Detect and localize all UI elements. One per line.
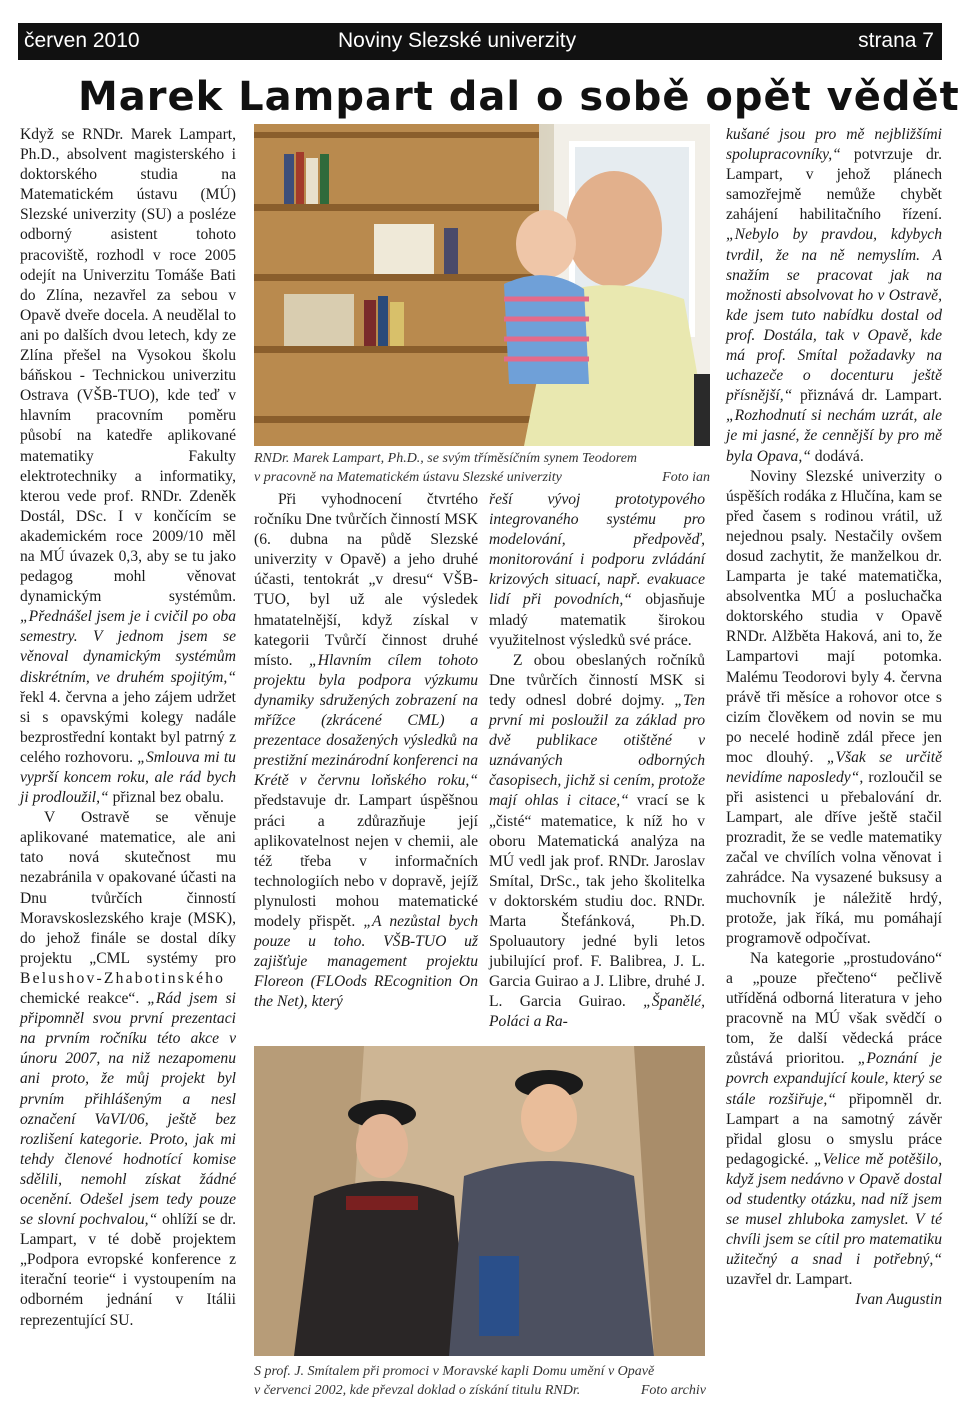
paragraph bbox=[254, 490, 478, 1012]
paragraph-text: rozloučil se při asistenci u přebalování dr. Lampart, ale dříve ještě stačil prozradit, že se vedle matematiky začal ve chvílích volna věnovat i zahrádce. Na vysazené buksusy a muchovník je náležitě hrdý, protože, jak říká, mu pomáhají programově odpočívat. bbox=[726, 769, 942, 947]
paragraph-text: přiznává dr. Lampart. bbox=[792, 387, 942, 405]
quote: „Španělé, Poláci a Ra- bbox=[489, 993, 705, 1031]
quote: „Přednášel jsem je i cvičil po oba semestry. V jednom jsem se věnoval dynamickým systémům diskrétním, ve druhém spojitým,“ bbox=[20, 608, 236, 686]
caption-line: RNDr. Marek Lampart, Ph.D., se svým tříměsíčním synem Teodorem bbox=[254, 451, 638, 466]
paragraph bbox=[20, 125, 236, 808]
quote: řeší vývoj prototypového integrovaného systému pro modelování, předpověď, monitorování i podporu zvládání krizových situací, např. evakuace lidí při povodních,“ bbox=[489, 491, 705, 609]
article-column-4 bbox=[726, 125, 942, 1311]
quote: „Poznání je povrch expandující koule, který se stále rozšiřuje,“ bbox=[726, 1050, 942, 1108]
article-column-2 bbox=[254, 490, 478, 1012]
bookshelf-photo-illustration bbox=[254, 124, 710, 446]
paragraph bbox=[489, 651, 705, 1033]
caption-line: v červenci 2002, kde převzal doklad o získání titulu RNDr. bbox=[254, 1383, 581, 1398]
quote: „Nebylo by pravdou, kdybych tvrdil, že na ně nemyslím. A snažím se pracovat jak na možnosti absolvovat ho v Ostravě, kde jsem tuto nabídku dostal od prof. Dostála, tak v Opavě, kde má prof. Smítal požadavky na uchazeče o docenturu ještě přísnější,“ bbox=[726, 226, 942, 405]
quote: „Hlavním cílem tohoto projektu byla podpora výzkumu dynamiky sdružených zobrazení na mřížce (zkrácené CML) a prezentace dosažených výsledků na prestižní mezinárodní konferenci na Krétě v červnu loňského roku,“ bbox=[254, 651, 478, 790]
page-number: strana 7 bbox=[858, 29, 934, 52]
quote: „Však se určitě nevidíme naposledy“, bbox=[726, 748, 942, 786]
paragraph-text: Belushov-Zhabotinského bbox=[20, 969, 226, 987]
photo-graduation-ceremony bbox=[254, 1046, 705, 1356]
paragraph-text: Z obou obeslaných ročníků Dne tvůrčích činností MSK si tedy odnesl dobré dojmy. bbox=[489, 651, 705, 709]
photo-credit: Foto archiv bbox=[640, 1383, 706, 1398]
quote: „A nezůstal bych pouze u toho. VŠB-TUO už zajišťuje management projektu Floreon (FLOods REcognition On the Net), který bbox=[254, 912, 478, 1011]
article-author: Ivan Augustin bbox=[855, 1291, 942, 1309]
graduation-photo-illustration bbox=[254, 1046, 705, 1356]
paragraph-text: Když se RNDr. Marek Lampart, Ph.D., absolvent magisterského i doktorského studia na Matematickém ústavu (MÚ) Slezské univerzity (SU) a posléze odborný asistent tohoto pracoviště, rozhodl v roce 2005 odejít na Univerzitu Tomáše Bati do Zlína, nezavřel za sebou v Opavě dveře docela. A neudělal to ani po dalších dvou letech, kdy ze Zlína přešel na Vysokou školu báňskou - Technickou univerzitu Ostrava (VŠB-TUO), kde teď v hlavním pracovním poměru působí na katedře aplikované matematiky Fakulty elektrotechniky a informatiky, kterou vede prof. RNDr. Zdeněk Dostál, DSc. I v končícím se akademickém roce 2009/10 měl na MÚ úvazek 0,3, aby se tu jako pedagog mohl věnovat dynamickým systémům. bbox=[20, 126, 236, 606]
quote: kušané jsou pro mě nejbližšími spolupracovníky,“ bbox=[726, 126, 942, 164]
paragraph-text: Noviny Slezské univerzity o úspěších rodáka z Hlučína, kam se před časem s rodinou vrátil, už nejednou psaly. Nestačily ovšem dosud zachytit, že manželkou dr. Lamparta je také matematička, absolventka MÚ a posluchačka doktorského studia v Opavě RNDr. Alžběta Haková, ani to, že Lampartovi mají potomka. Malému Teodorovi byly 4. června právě tři měsíce a rohovor otce s cizím člověkem od novin se mu po necelé hodině zdál přece jen moc dlouhý. bbox=[726, 467, 942, 766]
paragraph-text: připomněl dr. Lampart a na samotný závěr přidal glosu o smyslu práce pedagogické. bbox=[726, 1090, 942, 1168]
issue-date: červen 2010 bbox=[24, 29, 140, 52]
quote: „Rozhodnutí si nechám uzrát, ale je mi jasné, že cennější by pro mě byla Opava,“ bbox=[726, 407, 942, 465]
paragraph bbox=[726, 949, 942, 1309]
publication-name: Noviny Slezské univerzity bbox=[338, 29, 577, 52]
paragraph bbox=[726, 467, 942, 949]
quote: „Ten první mi posloužil za základ pro dvě publikace otištěné v uznávaných odborných časopisech, jichž si cením, protože mají ohlas i citace,“ bbox=[489, 691, 705, 810]
photo1-caption bbox=[254, 449, 710, 487]
article-headline: Marek Lampart dal o sobě opět vědět bbox=[78, 74, 960, 120]
paragraph-text: uzavřel dr. Lampart. bbox=[726, 1271, 853, 1289]
paragraph bbox=[20, 808, 236, 1330]
paragraph-text: představuje dr. Lampart úspěšnou práci a zdůrazňuje její aplikovatelnost nejen v chemii, ale též třeba v informačních technologiích nebo v dopravě, jejíž plynulosti mohou matematické modely přispět. bbox=[254, 792, 478, 930]
paragraph-text: přiznal bez obalu. bbox=[108, 789, 224, 807]
article-column-1 bbox=[20, 125, 236, 1331]
quote: „Rád jsem si připomněl svou první prezentaci na prvním ročníku této akce v únoru 2007, na niž nezapomenu ani proto, že můj projekt byl prvním přihlášeným a nesl označení VaVI/06, ještě bez rozlišení kategorie. Proto, jak mi tehdy členové hodnotící komise sdělili, nemohl získat žádné ocenění. Odešel jsem tedy pouze se slovní pochvalou,“ bbox=[20, 990, 236, 1229]
paragraph bbox=[489, 490, 705, 651]
article-column-3 bbox=[489, 490, 705, 1033]
paragraph bbox=[726, 125, 942, 467]
quote: „Velice mě potěšilo, když jsem nedávno v Opavě dostal od studentky otázku, nad níž jsem se musel zhluboka zamyslet. V té chvíli jsem se cítil pro matematiku užitečný a snad i potřebný,“ bbox=[726, 1150, 942, 1269]
header-bar bbox=[18, 23, 942, 60]
paragraph-text: dodává. bbox=[810, 447, 864, 465]
paragraph-text: Při vyhodnocení čtvrtého ročníku Dne tvůrčích činností MSK (6. dubna na půdě Slezské univerzity v Opavě) a jeho druhé účasti, tentokrát „v dresu“ VŠB-TUO, byl už ale výsledek hmatatelnější, když získal v kategorii Tvůrčí činnost druhé místo. bbox=[254, 491, 478, 669]
photo-lampart-with-son bbox=[254, 124, 710, 446]
caption-line: v pracovně na Matematickém ústavu Slezské univerzity bbox=[254, 470, 562, 485]
paragraph-text: chemické reakce“. bbox=[20, 990, 148, 1008]
paragraph-text: Na kategorie „prostudováno“ a „pouze přečteno“ pečlivě utříděná odborná literatura v jeho pracovně na MÚ však svědčí o tom, že další vědecká práce zůstává prioritou. bbox=[726, 949, 942, 1068]
quote: „Smlouva mi tu vyprší koncem roku, ale rád bych ji prodloužil,“ bbox=[20, 748, 236, 807]
caption-line: S prof. J. Smítalem při promoci v Moravské kapli Domu umění v Opavě bbox=[254, 1364, 655, 1379]
paragraph-text: řekl 4. června a jeho zájem udržet si s opavskými kolegy nadále bezprostřední kontakt byl patrný z celého rozhovoru. bbox=[20, 688, 236, 766]
paragraph-text: vrací se k „čisté“ matematice, k níž ho v oboru Matematická analýza na MÚ vedl jak prof. RNDr. Jaroslav Smítal, DrSc., tak jeho školitelka v doktorském studiu doc. RNDr. Marta Štefánková, Ph.D. Spoluautory jedné byli letos jubilující prof. F. Balibrea, J. L. Garcia Guirao a J. Llibre, druhé J. L. Garcia Guirao. bbox=[489, 792, 705, 1011]
paragraph-text: ohlíží se dr. Lampart, v té době projektem „Podpora evropské konference z iterační teorie“ i vystoupením na odborném jednání v Itálii reprezentující SU. bbox=[20, 1211, 236, 1329]
photo-credit: Foto ian bbox=[662, 470, 710, 485]
paragraph-text: objasňuje mladý matematik širokou využitelnost výsledků své práce. bbox=[489, 591, 705, 649]
paragraph-text: V Ostravě se věnuje aplikované matematice, ale ani tato nová skutečnost mu nezabránila v opakované účasti na Dnu tvůrčích činností Moravskoslezského kraje (MSK), do jehož finále se dostal díky projektu „CML systémy pro bbox=[20, 809, 236, 967]
photo2-caption bbox=[254, 1362, 706, 1400]
paragraph-text: potvrzuje dr. Lampart, v jehož plánech samozřejmě nemůže chybět zahájení habilitačního řízení. bbox=[726, 146, 942, 224]
